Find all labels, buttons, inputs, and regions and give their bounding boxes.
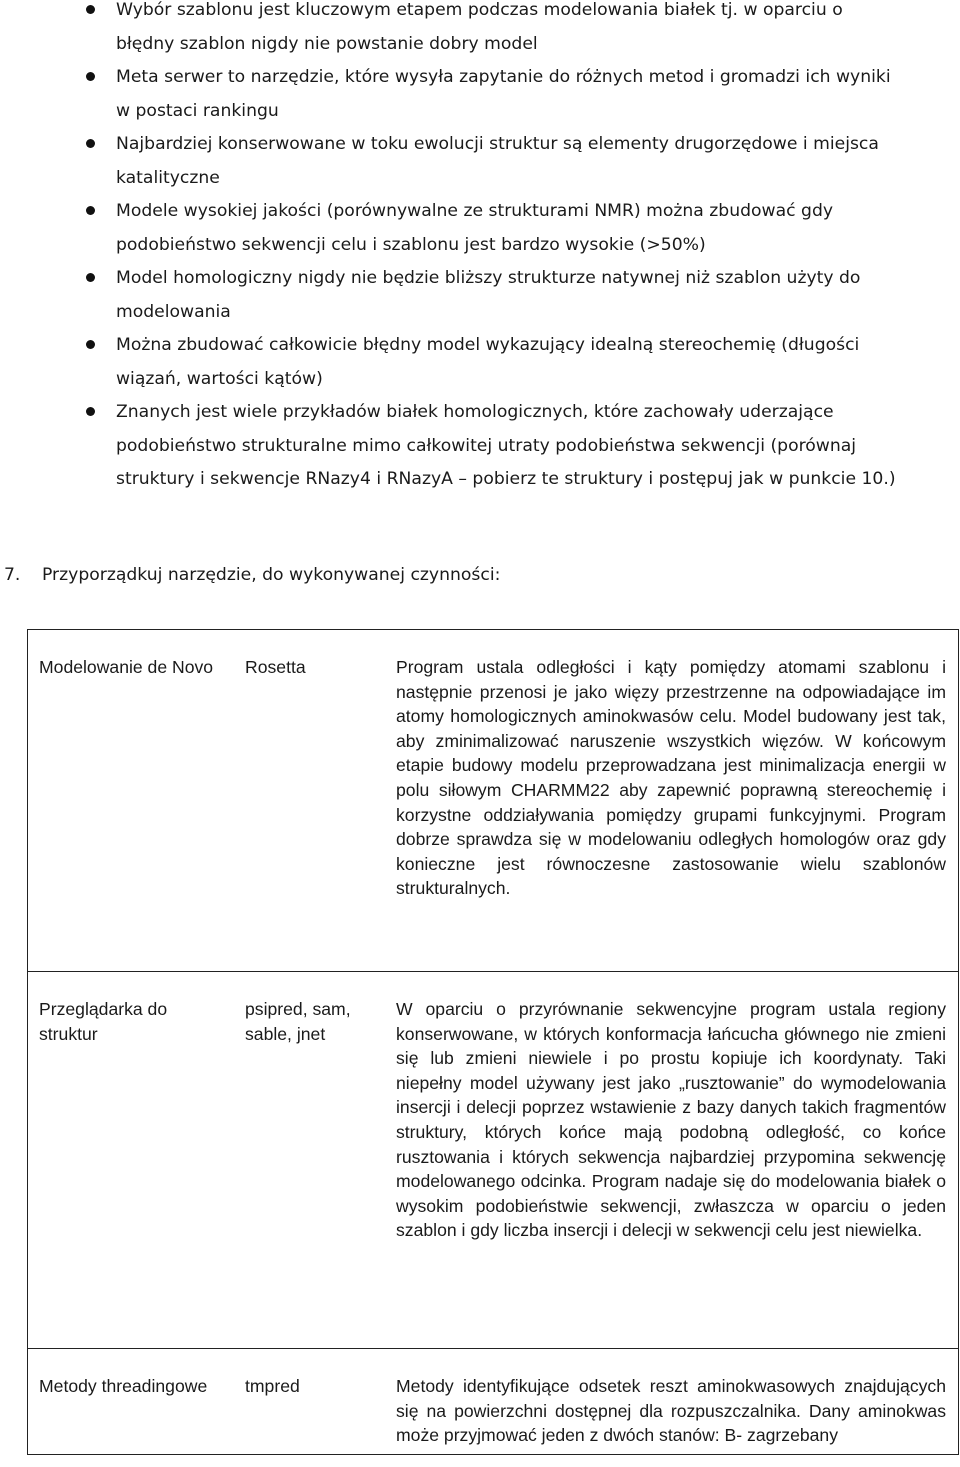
bullet-dot-icon bbox=[86, 407, 95, 416]
section-number: 7. bbox=[4, 565, 21, 585]
bullet-text: Meta serwer to narzędzie, które wysyła zapytanie do różnych metod i gromadzi ich wyniki w postaci rankingu bbox=[116, 67, 891, 121]
bullet-dot-icon bbox=[86, 206, 95, 215]
description-cell: Metody identyfikujące odsetek reszt aminokwasowych znajdujących się na powierzchni dostępnej dla rozpuszczalnika. Dany aminokwas może przyjmować jeden z dwóch stanów: B- zagrzebany bbox=[385, 1349, 959, 1455]
bullet-text: Najbardziej konserwowane w toku ewolucji struktur są elementy drugorzędowe i miejsca katalityczne bbox=[116, 134, 879, 188]
bullet-item bbox=[0, 61, 906, 128]
bullet-text: Znanych jest wiele przykładów białek homologicznych, które zachowały uderzające podobieństwo strukturalne mimo całkowitej utraty podobieństwa sekwencji (porównaj struktury i sekwencje RNazy4 i RNazyA – pobierz te struktury i postępuj jak w punkcie 10.) bbox=[116, 402, 896, 489]
bullet-item bbox=[0, 128, 906, 195]
bullet-text: Wybór szablonu jest kluczowym etapem podczas modelowania białek tj. w oparciu o błędny szablon nigdy nie powstanie dobry model bbox=[116, 0, 843, 54]
description-cell: W oparciu o przyrównanie sekwencyjne program ustala regiony konserwowane, w których konformacja łańcucha głównego nie zmieni się lub zmieni niewiele i po prostu kopiuje ich koordynaty. Taki niepełny model używany jest jako „rusztowanie” do wymodelowania insercji i delecji poprzez wstawienie z bazy danych takich fragmentów struktury, których końce mają podobną odległość, co końce rusztowania i których sekwencja najbardziej przypomina sekwencję modelowanego odcinka. Program nadaje się do modelowania białek o wysokim podobieństwie sekwencji, zwłaszcza w oparciu o jeden szablon i gdy liczba insercji i delecji w sekwencji celu jest niewielka. bbox=[385, 972, 959, 1349]
table-row bbox=[28, 1349, 959, 1455]
bullet-item bbox=[0, 329, 906, 396]
bullet-item bbox=[0, 396, 906, 497]
bullet-dot-icon bbox=[86, 72, 95, 81]
category-cell: Metody threadingowe bbox=[28, 1349, 235, 1455]
bullet-dot-icon bbox=[86, 139, 95, 148]
section-title: Przyporządkuj narzędzie, do wykonywanej czynności: bbox=[42, 565, 501, 585]
bullet-dot-icon bbox=[86, 5, 95, 14]
bullet-list bbox=[0, 0, 960, 497]
bullet-text: Model homologiczny nigdy nie będzie bliższy strukturze natywnej niż szablon użyty do modelowania bbox=[116, 268, 861, 322]
section-heading bbox=[0, 559, 900, 592]
tool-cell: Rosetta bbox=[234, 630, 385, 972]
bullet-item bbox=[0, 195, 906, 262]
description-cell: Program ustala odległości i kąty pomiędzy atomami szablonu i następnie przenosi je jako więzy przestrzenne na odpowiadające im atomy homologicznych aminokwasów celu. Model budowany jest tak, aby zminimalizować naruszenie wszystkich więzów. W końcowym etapie budowy modelu przeprowadzana jest minimalizacja energii w polu siłowym CHARMM22 aby zapewnić poprawną stereochemię i korzystne oddziaływania pomiędzy grupami funkcyjnymi. Program dobrze sprawdza się w modelowaniu odległych homologów oraz gdy konieczne jest równoczesne zastosowanie wielu szablonów strukturalnych. bbox=[385, 630, 959, 972]
category-cell: Przeglądarka do struktur bbox=[28, 972, 235, 1349]
category-cell: Modelowanie de Novo bbox=[28, 630, 235, 972]
tool-cell: tmpred bbox=[234, 1349, 385, 1455]
table-row bbox=[28, 972, 959, 1349]
bullet-text: Można zbudować całkowicie błędny model wykazujący idealną stereochemię (długości wiązań, wartości kątów) bbox=[116, 335, 860, 389]
tool-cell: psipred, sam, sable, jnet bbox=[234, 972, 385, 1349]
table-row bbox=[28, 630, 959, 972]
bullet-dot-icon bbox=[86, 340, 95, 349]
bullet-text: Modele wysokiej jakości (porównywalne ze strukturami NMR) można zbudować gdy podobieństwo sekwencji celu i szablonu jest bardzo wysokie (>50%) bbox=[116, 201, 834, 255]
bullet-dot-icon bbox=[86, 273, 95, 282]
bullet-item bbox=[0, 262, 906, 329]
bullet-item bbox=[0, 0, 906, 61]
tools-table bbox=[27, 629, 959, 1455]
